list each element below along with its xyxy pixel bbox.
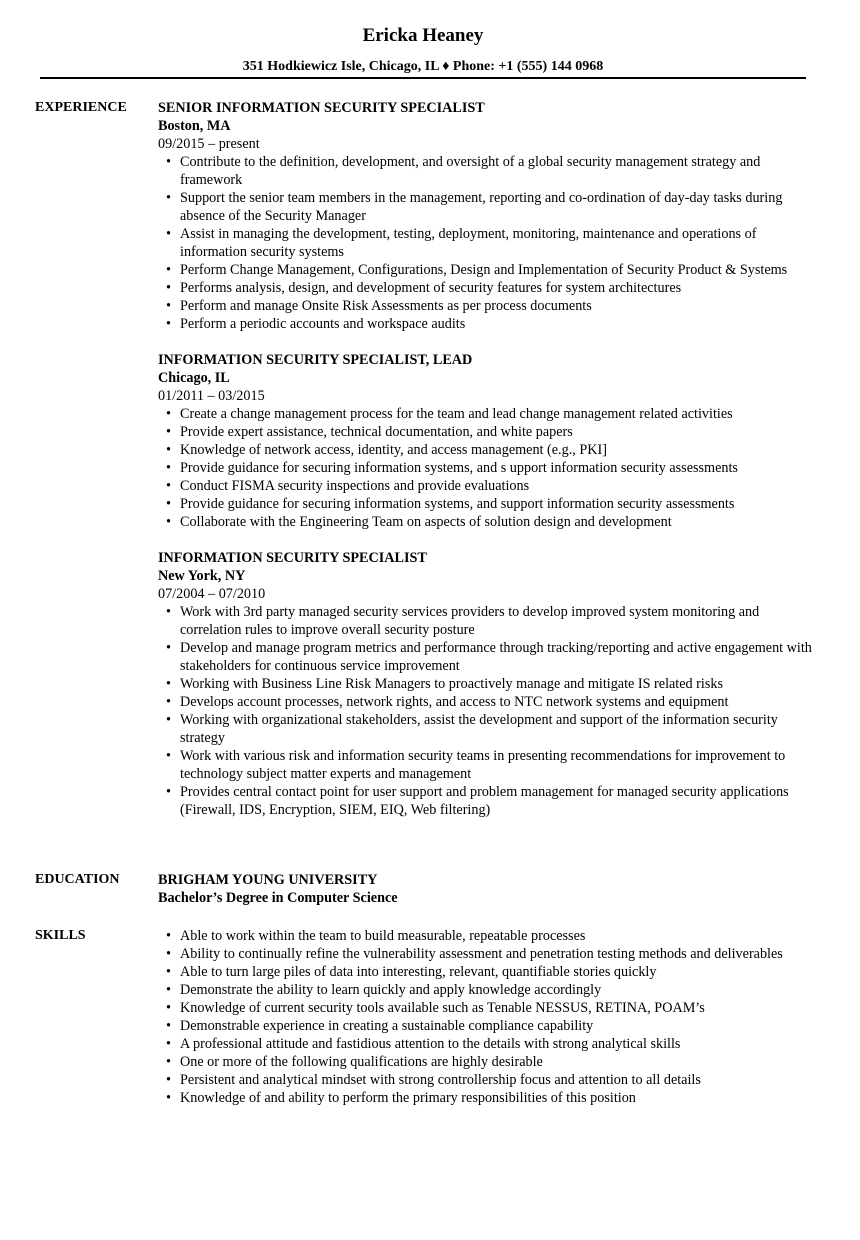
list-item: • Performs analysis, design, and development of security features for system architectures bbox=[180, 279, 818, 297]
job-bullets bbox=[158, 405, 818, 531]
list-item: • Working with Business Line Risk Managers to proactively manage and mitigate IS related risks bbox=[180, 675, 818, 693]
skills-list bbox=[158, 927, 818, 1107]
job-location: Boston, MA bbox=[158, 118, 231, 134]
list-item: • Work with 3rd party managed security services providers to develop improved system monitoring and correlation rules to improve overall security posture bbox=[180, 603, 818, 639]
list-item: • A professional attitude and fastidious attention to the details with strong analytical skills bbox=[180, 1035, 818, 1053]
list-item: • One or more of the following qualifications are highly desirable bbox=[180, 1053, 818, 1071]
skills-body bbox=[158, 927, 818, 1107]
job-title: INFORMATION SECURITY SPECIALIST bbox=[158, 550, 427, 566]
list-item: • Knowledge of current security tools available such as Tenable NESSUS, RETINA, POAM’s bbox=[180, 999, 818, 1017]
job-bullets bbox=[158, 603, 818, 819]
job-entry bbox=[158, 99, 818, 333]
school-name: BRIGHAM YOUNG UNIVERSITY bbox=[158, 872, 378, 888]
section-label-education: EDUCATION bbox=[35, 872, 120, 887]
job-entry bbox=[158, 351, 818, 531]
list-item: • Develops account processes, network rights, and access to NTC network systems and equipment bbox=[180, 693, 818, 711]
job-title: SENIOR INFORMATION SECURITY SPECIALIST bbox=[158, 100, 485, 116]
list-item: • Ability to continually refine the vulnerability assessment and penetration testing methods and deliverables bbox=[180, 945, 818, 963]
list-item: • Knowledge of and ability to perform the primary responsibilities of this position bbox=[180, 1089, 818, 1107]
list-item: • Create a change management process for the team and lead change management related activities bbox=[180, 405, 818, 423]
section-label-experience: EXPERIENCE bbox=[35, 100, 127, 115]
list-item: • Provide expert assistance, technical documentation, and white papers bbox=[180, 423, 818, 441]
list-item: • Support the senior team members in the management, reporting and co-ordination of day-day tasks during absence of the Security Manager bbox=[180, 189, 818, 225]
job-dates: 07/2004 – 07/2010 bbox=[158, 586, 266, 602]
job-title: INFORMATION SECURITY SPECIALIST, LEAD bbox=[158, 352, 473, 368]
candidate-name: Ericka Heaney bbox=[362, 25, 484, 46]
section-label-skills: SKILLS bbox=[35, 928, 86, 943]
resume-header bbox=[40, 24, 806, 76]
job-location: New York, NY bbox=[158, 568, 246, 584]
list-item: • Perform and manage Onsite Risk Assessments as per process documents bbox=[180, 297, 818, 315]
contact-line: 351 Hodkiewicz Isle, Chicago, IL ♦ Phone: +1 (555) 144 0968 bbox=[242, 59, 604, 74]
list-item: • Provide guidance for securing information systems, and support information security assessments bbox=[180, 495, 818, 513]
job-location: Chicago, IL bbox=[158, 370, 230, 386]
list-item: • Working with organizational stakeholders, assist the development and support of the information security strategy bbox=[180, 711, 818, 747]
list-item: • Provide guidance for securing information systems, and s upport information security assessments bbox=[180, 459, 818, 477]
job-entry bbox=[158, 549, 818, 819]
list-item: • Demonstrable experience in creating a sustainable compliance capability bbox=[180, 1017, 818, 1035]
degree: Bachelor’s Degree in Computer Science bbox=[158, 890, 398, 906]
list-item: • Work with various risk and information security teams in presenting recommendations for improvement to technology subject matter experts and management bbox=[180, 747, 818, 783]
list-item: • Perform Change Management, Configurations, Design and Implementation of Security Product & Systems bbox=[180, 261, 818, 279]
list-item: • Contribute to the definition, development, and oversight of a global security management strategy and framework bbox=[180, 153, 818, 189]
list-item: • Develop and manage program metrics and performance through tracking/reporting and active engagement with stakeholders for continuous service improvement bbox=[180, 639, 818, 675]
list-item: • Demonstrate the ability to learn quickly and apply knowledge accordingly bbox=[180, 981, 818, 999]
list-item: • Perform a periodic accounts and workspace audits bbox=[180, 315, 818, 333]
list-item: • Conduct FISMA security inspections and provide evaluations bbox=[180, 477, 818, 495]
education-body bbox=[158, 871, 818, 907]
experience-body bbox=[158, 99, 818, 837]
list-item: • Knowledge of network access, identity, and access management (e.g., PKI] bbox=[180, 441, 818, 459]
job-dates: 09/2015 – present bbox=[158, 136, 260, 152]
job-bullets bbox=[158, 153, 818, 333]
job-dates: 01/2011 – 03/2015 bbox=[158, 388, 265, 404]
list-item: • Able to work within the team to build measurable, repeatable processes bbox=[180, 927, 818, 945]
list-item: • Persistent and analytical mindset with strong controllership focus and attention to all details bbox=[180, 1071, 818, 1089]
list-item: • Provides central contact point for user support and problem management for managed security applications (Firewall, IDS, Encryption, SIEM, EIQ, Web filtering) bbox=[180, 783, 818, 819]
header-divider bbox=[40, 77, 806, 79]
list-item: • Collaborate with the Engineering Team on aspects of solution design and development bbox=[180, 513, 818, 531]
list-item: • Able to turn large piles of data into interesting, relevant, quantifiable stories quickly bbox=[180, 963, 818, 981]
list-item: • Assist in managing the development, testing, deployment, monitoring, maintenance and operations of information security systems bbox=[180, 225, 818, 261]
